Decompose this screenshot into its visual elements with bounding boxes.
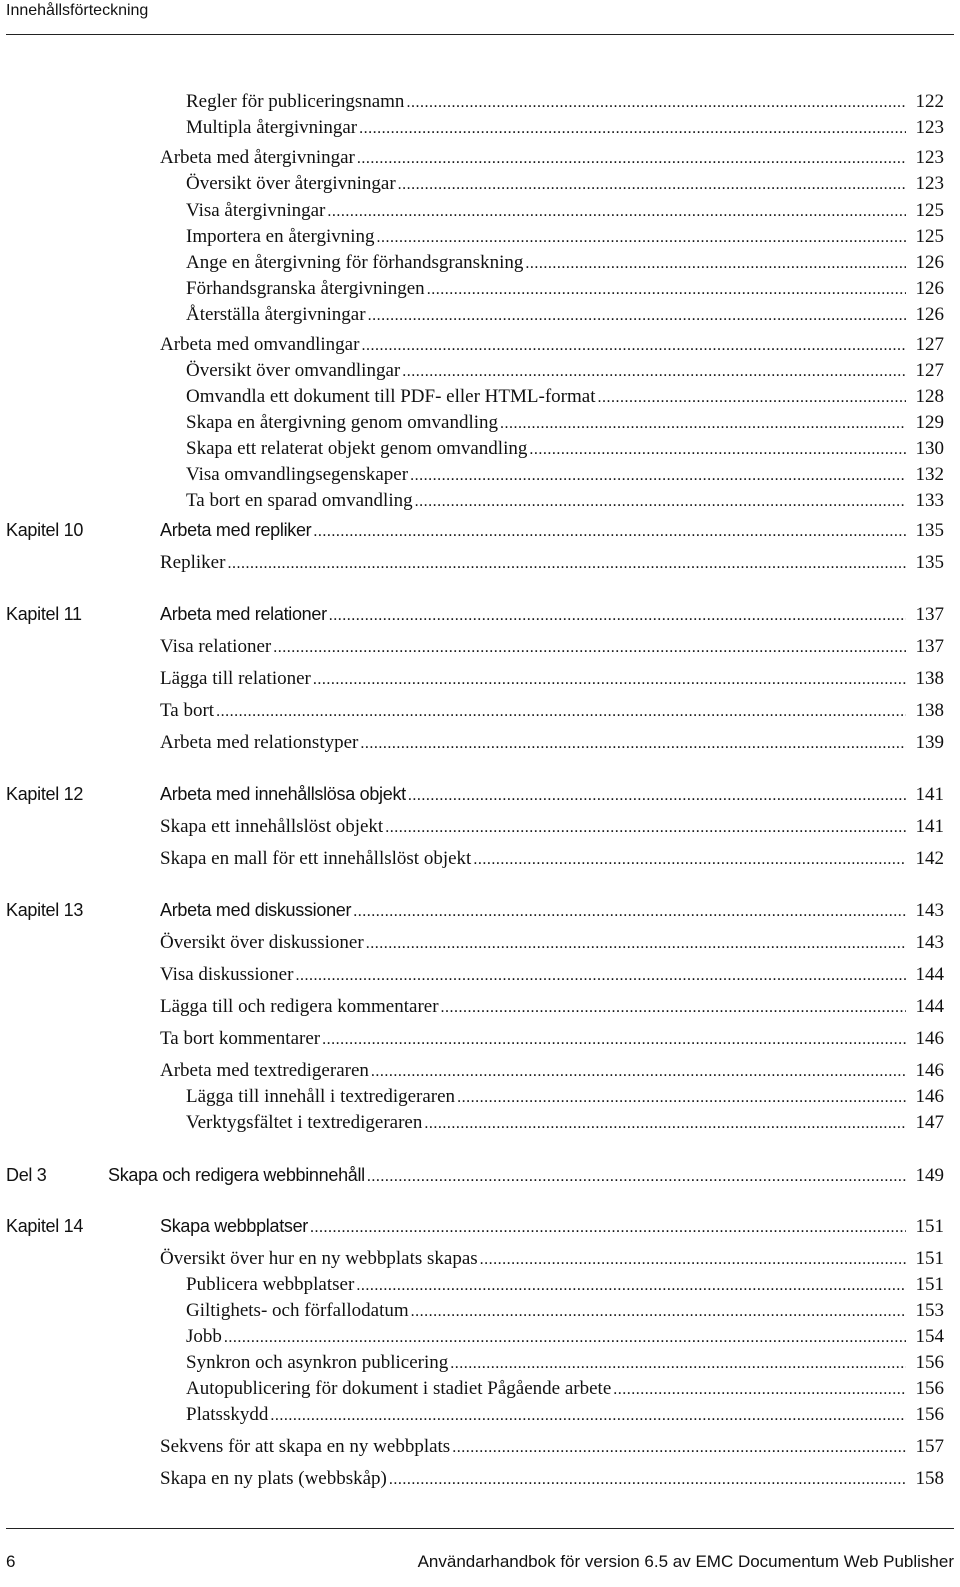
toc-entry-page: 126: [915, 278, 944, 299]
toc-entry-page: 157: [915, 1436, 944, 1457]
toc-entry[interactable]: [186, 91, 944, 113]
dot-leader: [398, 176, 906, 194]
toc-entry-title: Lägga till innehåll i textredigeraren: [186, 1086, 456, 1107]
toc-entry[interactable]: [108, 1165, 944, 1187]
toc-entry[interactable]: [160, 816, 944, 838]
footer-page-number: 6: [6, 1552, 16, 1571]
toc-entry[interactable]: [186, 412, 944, 434]
toc-entry[interactable]: [186, 1326, 944, 1348]
dot-leader: [270, 1407, 906, 1425]
dot-leader: [313, 671, 906, 689]
toc-entry[interactable]: [160, 1248, 944, 1270]
toc-entry[interactable]: [160, 1468, 944, 1490]
toc-entry[interactable]: [160, 147, 944, 169]
dot-leader: [377, 229, 906, 247]
toc-entry-title: Arbeta med relationstyper: [160, 732, 359, 753]
toc-entry-page: 122: [915, 91, 944, 112]
toc-entry-page: 126: [915, 304, 944, 325]
toc-entry-page: 146: [915, 1086, 944, 1107]
toc-entry[interactable]: [160, 784, 944, 806]
toc-entry[interactable]: [186, 1086, 944, 1108]
dot-leader: [613, 1381, 906, 1399]
dot-leader: [408, 787, 906, 805]
toc-entry-title: Importera en återgivning: [186, 226, 375, 247]
dot-leader: [525, 255, 906, 273]
toc-entry-title: Arbeta med textredigeraren: [160, 1060, 369, 1081]
dot-leader: [452, 1439, 906, 1457]
dot-leader: [406, 94, 906, 112]
toc-entry[interactable]: [160, 996, 944, 1018]
toc-entry-page: 127: [915, 360, 944, 381]
dot-leader: [327, 203, 906, 221]
toc-entry-page: 130: [915, 438, 944, 459]
toc-entry-page: 137: [915, 604, 944, 625]
toc-entry[interactable]: [186, 1112, 944, 1134]
toc-entry-title: Platsskydd: [186, 1404, 269, 1425]
toc-entry[interactable]: [160, 334, 944, 356]
dot-leader: [360, 735, 906, 753]
toc-entry-title: Synkron och asynkron publicering: [186, 1352, 449, 1373]
toc-entry-page: 141: [915, 784, 944, 805]
running-header: Innehållsförteckning: [6, 2, 149, 19]
toc-entry-page: 135: [915, 520, 944, 541]
toc-entry-title: Förhandsgranska återgivningen: [186, 278, 425, 299]
chapter-label: Kapitel 11: [6, 604, 82, 624]
toc-entry[interactable]: [186, 490, 944, 512]
toc-entry[interactable]: [186, 1274, 944, 1296]
toc-entry[interactable]: [186, 360, 944, 382]
dot-leader: [480, 1251, 906, 1269]
toc-entry[interactable]: [186, 117, 944, 139]
dot-leader: [473, 851, 906, 869]
toc-entry-page: 153: [915, 1300, 944, 1321]
toc-entry-page: 141: [915, 816, 944, 837]
toc-entry[interactable]: [186, 1378, 944, 1400]
header-rule: [6, 34, 954, 35]
dot-leader: [224, 1329, 906, 1347]
toc-entry-page: 133: [915, 490, 944, 511]
toc-entry-page: 127: [915, 334, 944, 355]
toc-entry-page: 147: [915, 1112, 944, 1133]
toc-entry[interactable]: [160, 1436, 944, 1458]
toc-entry[interactable]: [160, 732, 944, 754]
toc-entry-title: Översikt över diskussioner: [160, 932, 364, 953]
toc-entry-page: 139: [915, 732, 944, 753]
toc-entry[interactable]: [186, 304, 944, 326]
toc-entry[interactable]: [186, 173, 944, 195]
toc-entry[interactable]: [186, 464, 944, 486]
toc-entry-page: 128: [915, 386, 944, 407]
toc-entry-title: Arbeta med repliker: [160, 520, 312, 540]
toc-entry-title: Ta bort en sparad omvandling: [186, 490, 413, 511]
toc-entry[interactable]: [186, 200, 944, 222]
dot-leader: [441, 999, 906, 1017]
toc-entry-page: 143: [915, 932, 944, 953]
dot-leader: [411, 1303, 906, 1321]
dot-leader: [529, 441, 906, 459]
toc-entry-page: 154: [915, 1326, 944, 1347]
dot-leader: [227, 555, 906, 573]
toc-entry-page: 126: [915, 252, 944, 273]
toc-entry[interactable]: [160, 552, 944, 574]
toc-entry-title: Regler för publiceringsnamn: [186, 91, 405, 112]
dot-leader: [322, 1031, 906, 1049]
toc-entry-title: Skapa ett innehållslöst objekt: [160, 816, 384, 837]
dot-leader: [273, 639, 906, 657]
toc-entry[interactable]: [160, 668, 944, 690]
toc-entry[interactable]: [160, 520, 944, 542]
toc-entry-title: Arbeta med diskussioner: [160, 900, 352, 920]
toc-entry-page: 138: [915, 700, 944, 721]
toc-entry-page: 156: [915, 1404, 944, 1425]
toc-entry-title: Skapa ett relaterat objekt genom omvandling: [186, 438, 528, 459]
toc-entry[interactable]: [160, 848, 944, 870]
toc-entry-page: 135: [915, 552, 944, 573]
toc-entry-page: 123: [915, 117, 944, 138]
toc-entry-title: Visa diskussioner: [160, 964, 294, 985]
toc-entry-title: Ta bort: [160, 700, 215, 721]
toc-entry-page: 138: [915, 668, 944, 689]
toc-entry[interactable]: [186, 252, 944, 274]
toc-entry-title: Arbeta med återgivningar: [160, 147, 355, 168]
toc-entry-page: 156: [915, 1352, 944, 1373]
chapter-label: Kapitel 14: [6, 1216, 84, 1236]
toc-entry-title: Arbeta med omvandlingar: [160, 334, 360, 355]
toc-entry-title: Ta bort kommentarer: [160, 1028, 321, 1049]
toc-entry[interactable]: [160, 1060, 944, 1082]
dot-leader: [385, 819, 906, 837]
footer-book-title: Användarhandbok för version 6.5 av EMC Documentum Web Publisher: [417, 1552, 954, 1571]
toc-entry[interactable]: [160, 604, 944, 626]
toc-entry-page: 123: [915, 173, 944, 194]
toc-entry-title: Arbeta med relationer: [160, 604, 327, 624]
toc-entry-title: Visa omvandlingsegenskaper: [186, 464, 409, 485]
dot-leader: [310, 1219, 906, 1237]
dot-leader: [361, 337, 906, 355]
toc-entry-title: Jobb: [186, 1326, 222, 1347]
dot-leader: [359, 120, 906, 138]
chapter-label: Kapitel 13: [6, 900, 84, 920]
toc-entry-title: Multipla återgivningar: [186, 117, 358, 138]
toc-entry-title: Skapa en mall för ett innehållslöst objekt: [160, 848, 472, 869]
dot-leader: [424, 1115, 906, 1133]
dot-leader: [402, 363, 906, 381]
toc-entry[interactable]: [186, 278, 944, 300]
dot-leader: [597, 389, 906, 407]
dot-leader: [295, 967, 906, 985]
toc-entry-title: Översikt över omvandlingar: [186, 360, 401, 381]
dot-leader: [500, 415, 906, 433]
toc-entry[interactable]: [160, 1028, 944, 1050]
toc-entry-title: Lägga till relationer: [160, 668, 311, 689]
dot-leader: [357, 150, 906, 168]
toc-entry[interactable]: [160, 1216, 944, 1238]
dot-leader: [371, 1063, 906, 1081]
toc-entry-title: Skapa en ny plats (webbskåp): [160, 1468, 387, 1489]
dot-leader: [389, 1471, 906, 1489]
toc-entry[interactable]: [186, 386, 944, 408]
toc-entry[interactable]: [186, 1300, 944, 1322]
toc-entry-page: 146: [915, 1028, 944, 1049]
toc-entry[interactable]: [160, 932, 944, 954]
toc-entry-title: Arbeta med innehållslösa objekt: [160, 784, 406, 804]
dot-leader: [450, 1355, 906, 1373]
dot-leader: [367, 1168, 906, 1186]
toc-entry[interactable]: [160, 964, 944, 986]
toc-entry[interactable]: [186, 1404, 944, 1426]
dot-leader: [353, 903, 906, 921]
toc-entry-page: 125: [915, 200, 944, 221]
toc-entry-title: Publicera webbplatser: [186, 1274, 355, 1295]
dot-leader: [415, 493, 906, 511]
toc-entry-title: Ange en återgivning för förhandsgranskning: [186, 252, 524, 273]
dot-leader: [313, 523, 906, 541]
toc-entry-page: 144: [915, 996, 944, 1017]
dot-leader: [368, 307, 906, 325]
toc-entry-page: 144: [915, 964, 944, 985]
toc-entry-title: Sekvens för att skapa en ny webbplats: [160, 1436, 451, 1457]
toc-entry-page: 125: [915, 226, 944, 247]
toc-entry[interactable]: [186, 438, 944, 460]
toc-entry-title: Repliker: [160, 552, 226, 573]
dot-leader: [427, 281, 906, 299]
toc-entry-page: 149: [915, 1165, 944, 1186]
toc-entry-title: Skapa en återgivning genom omvandling: [186, 412, 499, 433]
chapter-label: Kapitel 12: [6, 784, 84, 804]
toc-entry[interactable]: [186, 1352, 944, 1374]
toc-entry-title: Lägga till och redigera kommentarer: [160, 996, 439, 1017]
dot-leader: [366, 935, 906, 953]
toc-entry-page: 143: [915, 900, 944, 921]
toc-entry-page: 151: [915, 1248, 944, 1269]
toc-entry-title: Återställa återgivningar: [186, 304, 366, 325]
toc-entry-title: Översikt över hur en ny webbplats skapas: [160, 1248, 478, 1269]
dot-leader: [216, 703, 906, 721]
toc-entry-title: Skapa webbplatser: [160, 1216, 308, 1236]
dot-leader: [457, 1089, 906, 1107]
toc-entry-page: 151: [915, 1216, 944, 1237]
toc-entry-title: Skapa och redigera webbinnehåll: [108, 1165, 365, 1185]
chapter-label: Kapitel 10: [6, 520, 84, 540]
toc-entry-page: 146: [915, 1060, 944, 1081]
toc-entry-title: Visa återgivningar: [186, 200, 326, 221]
dot-leader: [410, 467, 906, 485]
toc-entry-page: 156: [915, 1378, 944, 1399]
toc-entry-title: Verktygsfältet i textredigeraren: [186, 1112, 423, 1133]
toc-entry[interactable]: [160, 636, 944, 658]
chapter-label: Del 3: [6, 1165, 47, 1185]
toc-entry-page: 158: [915, 1468, 944, 1489]
toc-entry[interactable]: [160, 900, 944, 922]
toc-entry-page: 151: [915, 1274, 944, 1295]
toc-entry-page: 123: [915, 147, 944, 168]
toc-entry-title: Översikt över återgivningar: [186, 173, 396, 194]
toc-entry-page: 137: [915, 636, 944, 657]
toc-entry-page: 129: [915, 412, 944, 433]
toc-entry-page: 142: [915, 848, 944, 869]
toc-entry-title: Autopublicering för dokument i stadiet Pågående arbete: [186, 1378, 612, 1399]
toc-entry-page: 132: [915, 464, 944, 485]
toc-entry[interactable]: [160, 700, 944, 722]
toc-entry-title: Giltighets- och förfallodatum: [186, 1300, 409, 1321]
toc-entry-title: Omvandla ett dokument till PDF- eller HTML-format: [186, 386, 596, 407]
toc-entry[interactable]: [186, 226, 944, 248]
footer-rule: [6, 1528, 954, 1529]
dot-leader: [329, 607, 906, 625]
toc-entry-title: Visa relationer: [160, 636, 272, 657]
dot-leader: [356, 1277, 906, 1295]
